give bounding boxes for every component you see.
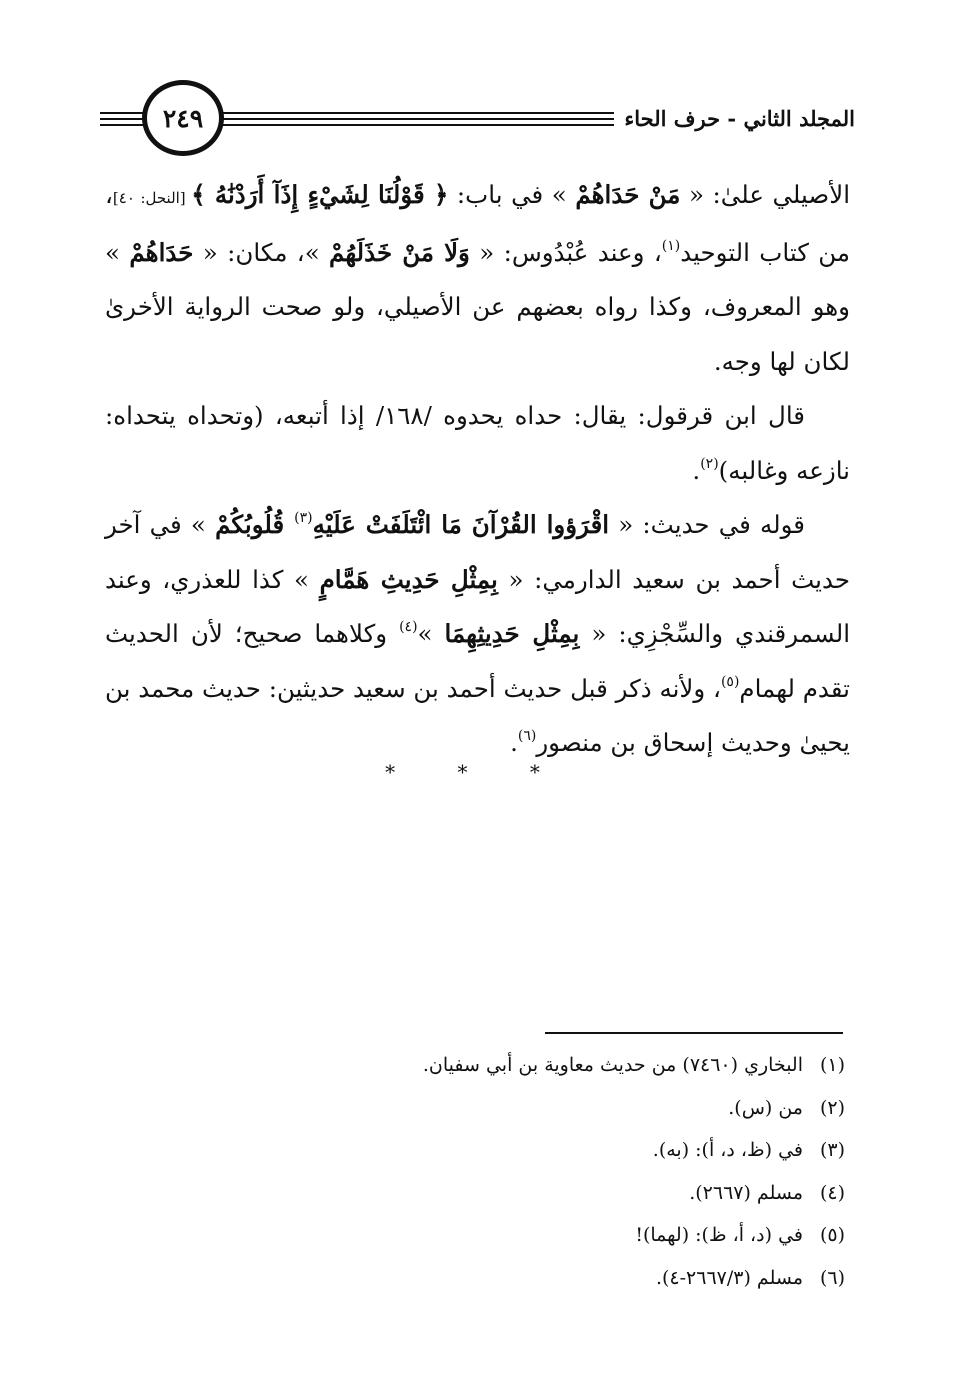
footnote-item (300, 1257, 845, 1300)
footnote-number: (٥) (819, 1224, 845, 1246)
footnote-marker[interactable]: (٦) (517, 728, 537, 744)
footnote-marker[interactable]: (٣) (294, 510, 313, 526)
footnote-item (300, 1214, 845, 1257)
running-title: المجلد الثاني - حرف الحاء (614, 102, 855, 136)
page-number-badge (142, 80, 224, 156)
footnote-text: مسلم (٢٦٦٧/٣-٤). (655, 1266, 803, 1289)
footnote-text: في (د، أ، ظ): (لهما)! (635, 1224, 803, 1246)
paragraph-1 (105, 168, 850, 389)
text-run: الأصيلي علىٰ: « (680, 180, 851, 209)
text-run: » (417, 619, 445, 648)
quoted-phrase: حَدَاهُمْ (129, 237, 194, 267)
main-text (105, 168, 850, 771)
text-run: ، وعند عُبْدُوس: « (469, 237, 662, 267)
footnote-item (300, 1044, 845, 1087)
footnote-text: مسلم (٢٦٦٧). (689, 1181, 803, 1204)
footnote-number: (٣) (819, 1139, 845, 1161)
hadith-quote: بِمِثْلِ حَدِيثِ هَمَّامٍ (319, 564, 498, 594)
footnote-divider (545, 1032, 843, 1034)
text-run: » وهو المعروف، وكذا رواه بعضهم عن الأصيلي، ولو صحت الرواية الأخرىٰ لكان لها وجه. (105, 237, 850, 376)
hadith-quote: اقْرَؤوا القُرْآنَ مَا ائْتَلَفَتْ عَلَيْهِ (312, 510, 610, 539)
text-run: قوله في حديث: « (609, 510, 805, 539)
quoted-phrase: وَلَا مَنْ خَذَلَهُمْ (329, 237, 470, 267)
quran-verse: ﴿ قَوْلُنَا لِشَيْءٍ إِذَآ أَرَدْنَٰهُ ﴾ (191, 180, 449, 209)
footnote-number: (١) (819, 1054, 845, 1076)
page-header (100, 78, 855, 168)
footnote-text: من (س). (728, 1096, 803, 1119)
text-run: » في باب: (448, 180, 576, 209)
hadith-quote: قُلُوبُكُمْ (215, 510, 295, 539)
footnote-item (300, 1172, 845, 1215)
footnote-text: البخاري (٧٤٦٠) من حديث معاوية بن أبي سفيان. (422, 1054, 803, 1076)
footnote-text: في (ظ، د، أ): (به). (652, 1139, 803, 1161)
footnotes (300, 1044, 845, 1299)
section-separator: * * * (385, 760, 568, 784)
text-run: وكلاهما صحيح؛ لأن الحديث تقدم لهمام (105, 619, 850, 703)
text-run: »، مكان: « (193, 237, 330, 267)
text-run: ، من كتاب التوحيد (105, 180, 850, 267)
text-run: ، ولأنه ذكر قبل حديث أحمد بن سعيد حديثين: حديث محمد بن يحيىٰ وحديث إسحاق بن منصور (105, 673, 850, 757)
paragraph-3 (105, 498, 850, 771)
footnote-marker[interactable]: (٥) (720, 673, 740, 690)
paragraph-2 (105, 389, 850, 498)
text-run: قال ابن قرقول: يقال: حداه يحدوه /١٦٨/ إذا أتبعه، (وتحداه يتحداه: نازعه وغالبه) (105, 401, 850, 485)
footnote-number: (٢) (819, 1096, 845, 1119)
footnote-item (300, 1087, 845, 1130)
footnote-number: (٦) (819, 1266, 845, 1289)
text-run: » كذا للعذري، وعند السمرقندي والسِّجْزِي: « (105, 564, 851, 648)
footnote-item (300, 1129, 845, 1172)
page-number: ٢٤٩ (162, 103, 204, 133)
verse-reference: [النحل: ٤٠] (112, 189, 192, 207)
footnote-marker[interactable]: (٤) (399, 619, 418, 635)
footnote-marker[interactable]: (١) (661, 237, 681, 254)
footnote-number: (٤) (819, 1181, 845, 1204)
text-run: . (692, 455, 701, 485)
text-run: . (510, 728, 518, 757)
text-run: » في آخر حديث أحمد بن سعيد الدارمي: « (105, 510, 850, 594)
hadith-quote: بِمِثْلِ حَدِيثِهِمَا (444, 619, 580, 648)
quoted-phrase: مَنْ حَدَاهُمْ (575, 180, 681, 209)
footnote-marker[interactable]: (٢) (700, 455, 719, 472)
